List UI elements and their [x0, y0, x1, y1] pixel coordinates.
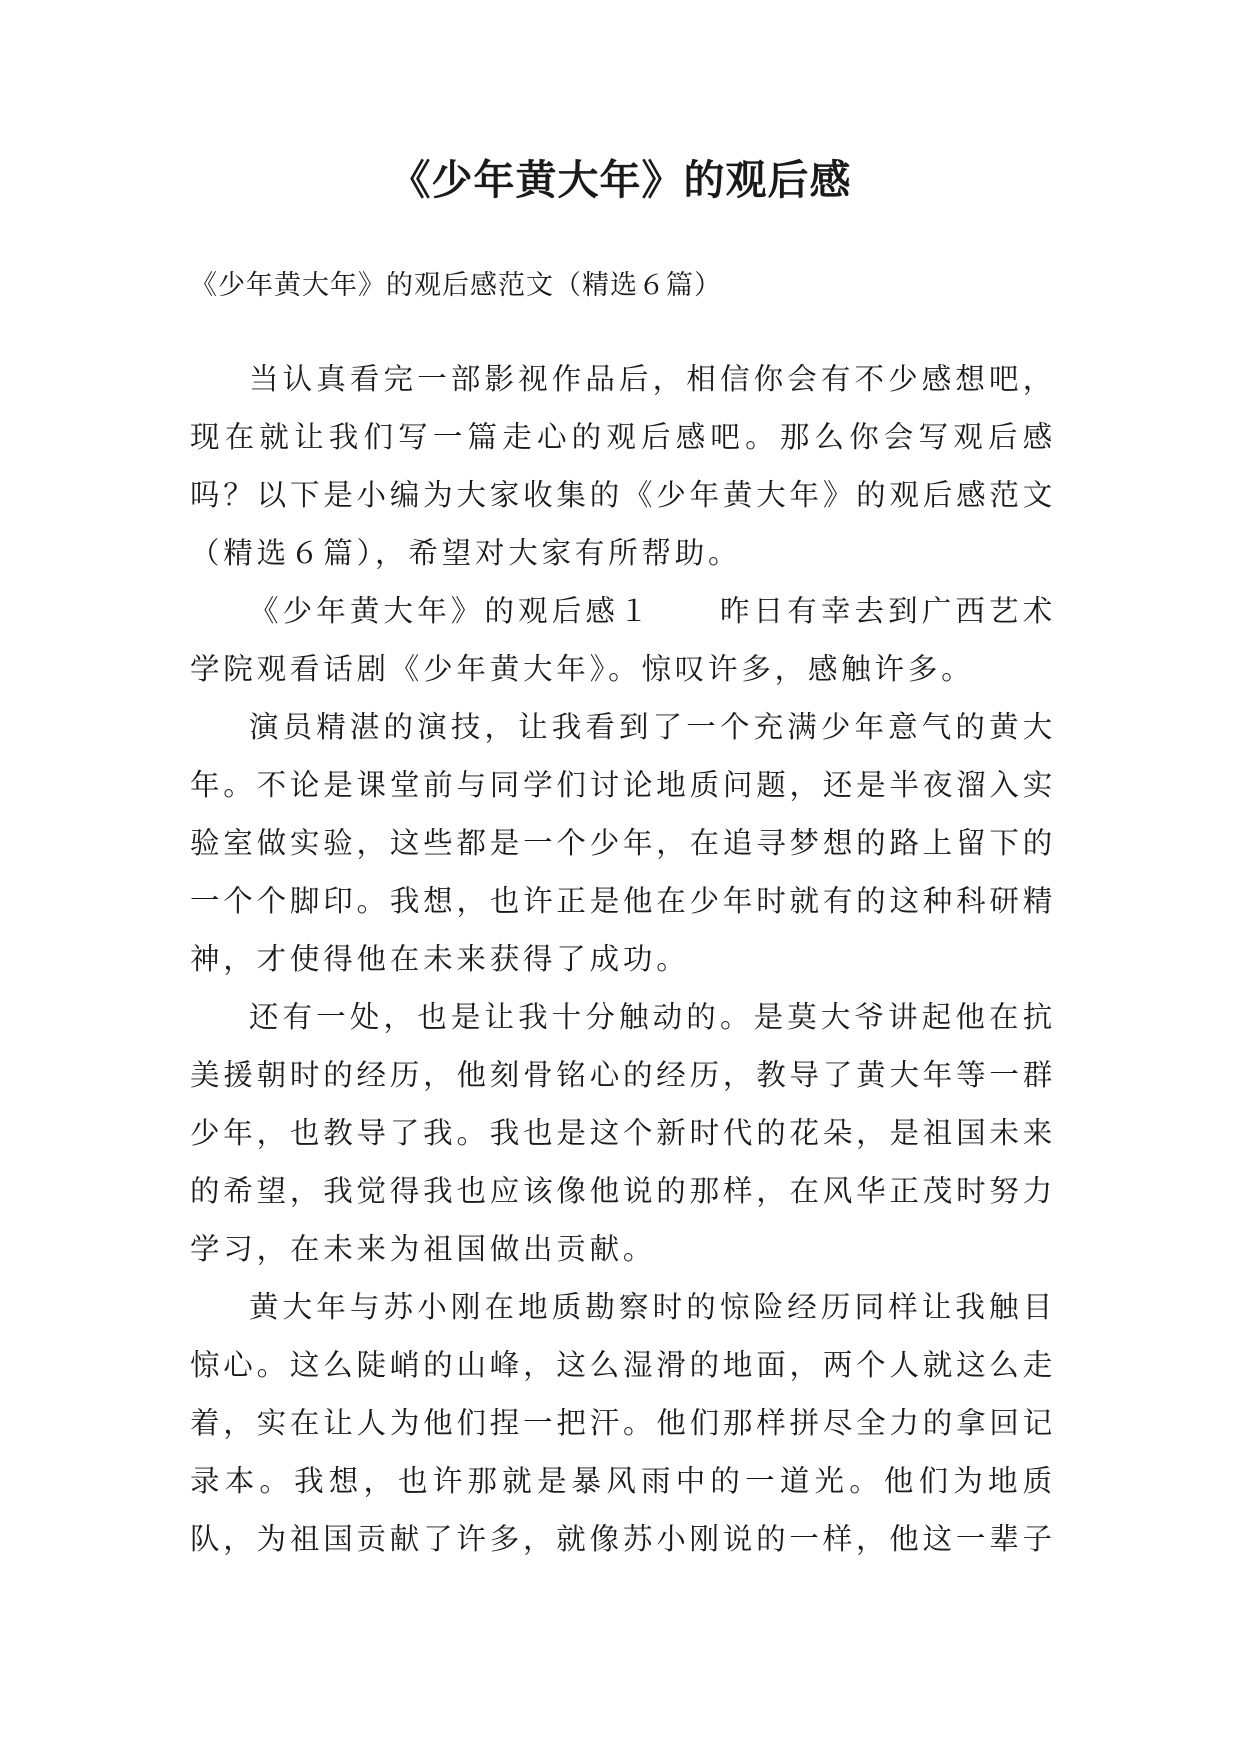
document-subtitle: 《少年黄大年》的观后感范文（精选６篇）: [190, 270, 722, 301]
paragraph-acting: 演员精湛的演技，让我看到了一个充满少年意气的黄大年。不论是课堂前与同学们讨论地质问题，还是半夜溜入实验室做实验，这些都是一个少年，在追寻梦想的路上留下的一个个脚印。我想，也许正是他在少年时就有的这种科研精神，才使得他在未来获得了成功。: [190, 710, 1056, 976]
document-title: 《少年黄大年》的观后感: [389, 156, 852, 204]
paragraph-grandpa-mo: 还有一处，也是让我十分触动的。是莫大爷讲起他在抗美援朝时的经历，他刻骨铭心的经历，教导了黄大年等一群少年，也教导了我。我也是这个新时代的花朵，是祖国未来的希望，我觉得我也应该像他说的那样，在风华正茂时努力学习，在未来为祖国做出贡献。: [190, 1000, 1056, 1266]
document-body: [190, 350, 1056, 1568]
paragraph-essay-1-heading: 《少年黄大年》的观后感１ 昨日有幸去到广西艺术学院观看话剧《少年黄大年》。惊叹许多，感触许多。: [190, 594, 1056, 686]
paragraph-survey: 黄大年与苏小刚在地质勘察时的惊险经历同样让我触目惊心。这么陡峭的山峰，这么湿滑的地面，两个人就这么走着，实在让人为他们捏一把汗。他们那样拼尽全力的拿回记录本。我想，也许那就是暴风雨中的一道光。他们为地质队，为祖国贡献了许多，就像苏小刚说的一样，他这一辈子: [190, 1290, 1056, 1556]
paragraph-intro: 当认真看完一部影视作品后，相信你会有不少感想吧，现在就让我们写一篇走心的观后感吧。那么你会写观后感吗？以下是小编为大家收集的《少年黄大年》的观后感范文（精选６篇），希望对大家有所帮助。: [190, 362, 1056, 570]
